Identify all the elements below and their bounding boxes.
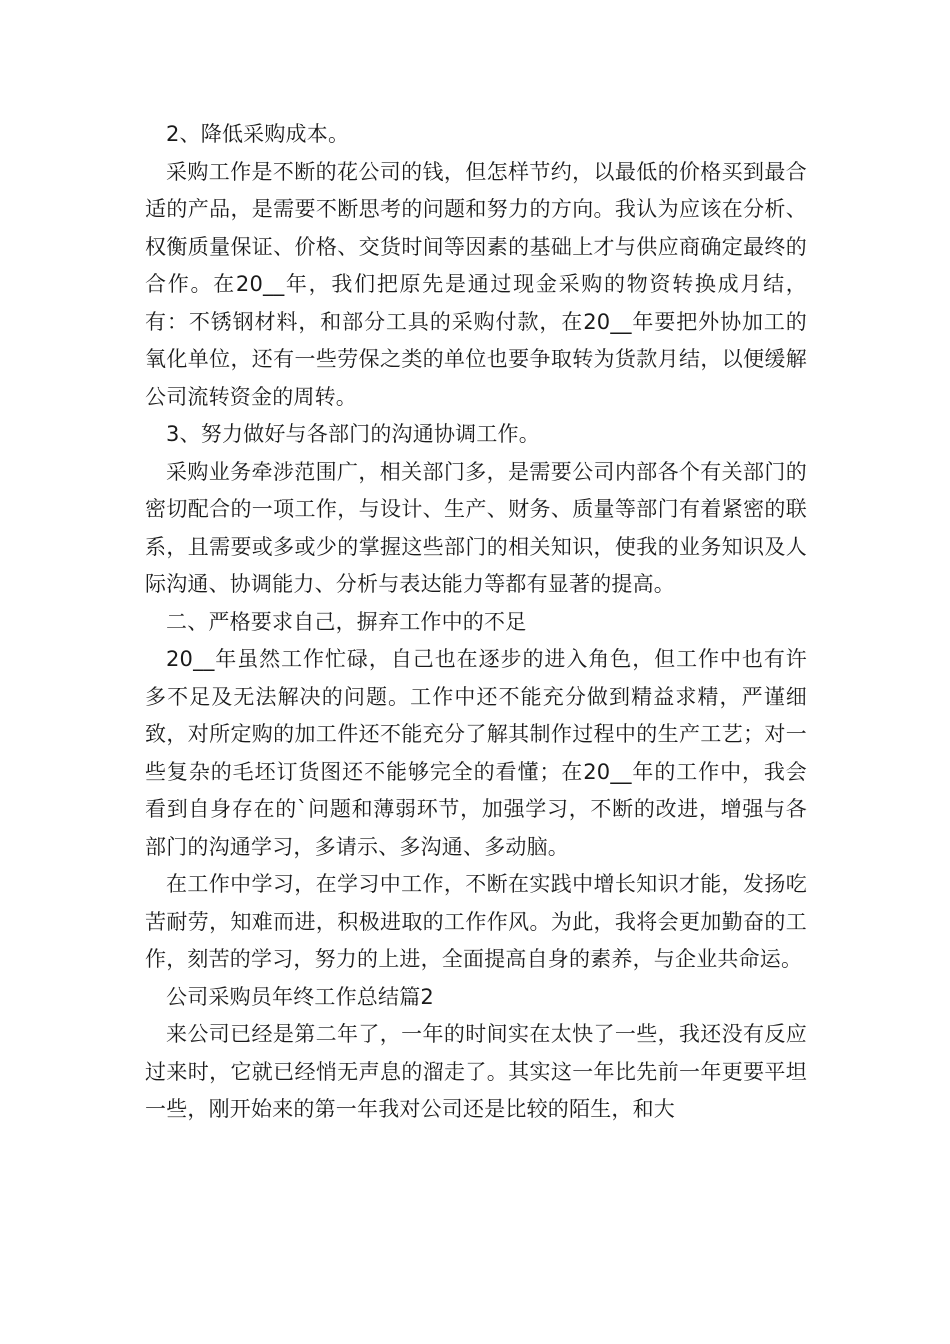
paragraph-cost-saving: 采购工作是不断的花公司的钱，但怎样节约，以最低的价格买到最合适的产品，是需要不断思考的问题和努力的方向。我认为应该在分析、权衡质量保证、价格、交货时间等因素的基础上才与供应商确定最终的合作。在20__年，我们把原先是通过现金采购的物资转换成月结，有：不锈钢材料，和部分工具的采购付款，在20__年要把外协加工的氧化单位，还有一些劳保之类的单位也要争取转为货款月结，以便缓解公司流转资金的周转。 [145, 159, 807, 409]
section-heading-self-discipline: 二、严格要求自己，摒弃工作中的不足 [166, 609, 527, 634]
paragraph-shortcomings: 20__年虽然工作忙碌，自己也在逐步的进入角色，但工作中也有许多不足及无法解决的问题。工作中还不能充分做到精益求精，严谨细致，对所定购的加工件还不能充分了解其制作过程中的生产工艺；对一些复杂的毛坯订货图还不能够完全的看懂；在20__年的工作中，我会看到自身存在的`问题和薄弱环节，加强学习，不断的改进，增强与各部门的沟通学习，多请示、多沟通、多动脑。 [145, 647, 807, 859]
section-heading-reduce-cost: 2、降低采购成本。 [166, 122, 350, 146]
article-title-summary-2: 公司采购员年终工作总结篇2 [166, 984, 434, 1009]
paragraph-department-cooperation: 采购业务牵涉范围广，相关部门多，是需要公司内部各个有关部门的密切配合的一项工作，与设计、生产、财务、质量等部门有着紧密的联系，且需要或多或少的掌握这些部门的相关知识，使我的业务知识及人际沟通、协调能力、分析与表达能力等都有显著的提高。 [145, 459, 807, 596]
section-heading-communication: 3、努力做好与各部门的沟通协调工作。 [166, 422, 540, 446]
paragraph-learning-attitude: 在工作中学习，在学习中工作，不断在实践中增长知识才能，发扬吃苦耐劳，知难而进，积极进取的工作作风。为此，我将会更加勤奋的工作，刻苦的学习，努力的上进，全面提高自身的素养，与企业共命运。 [145, 872, 807, 971]
document-body [145, 116, 807, 1129]
paragraph-second-year: 来公司已经是第二年了，一年的时间实在太快了一些，我还没有反应过来时，它就已经悄无声息的溜走了。其实这一年比先前一年更要平坦一些，刚开始来的第一年我对公司还是比较的陌生，和大 [145, 1022, 807, 1121]
